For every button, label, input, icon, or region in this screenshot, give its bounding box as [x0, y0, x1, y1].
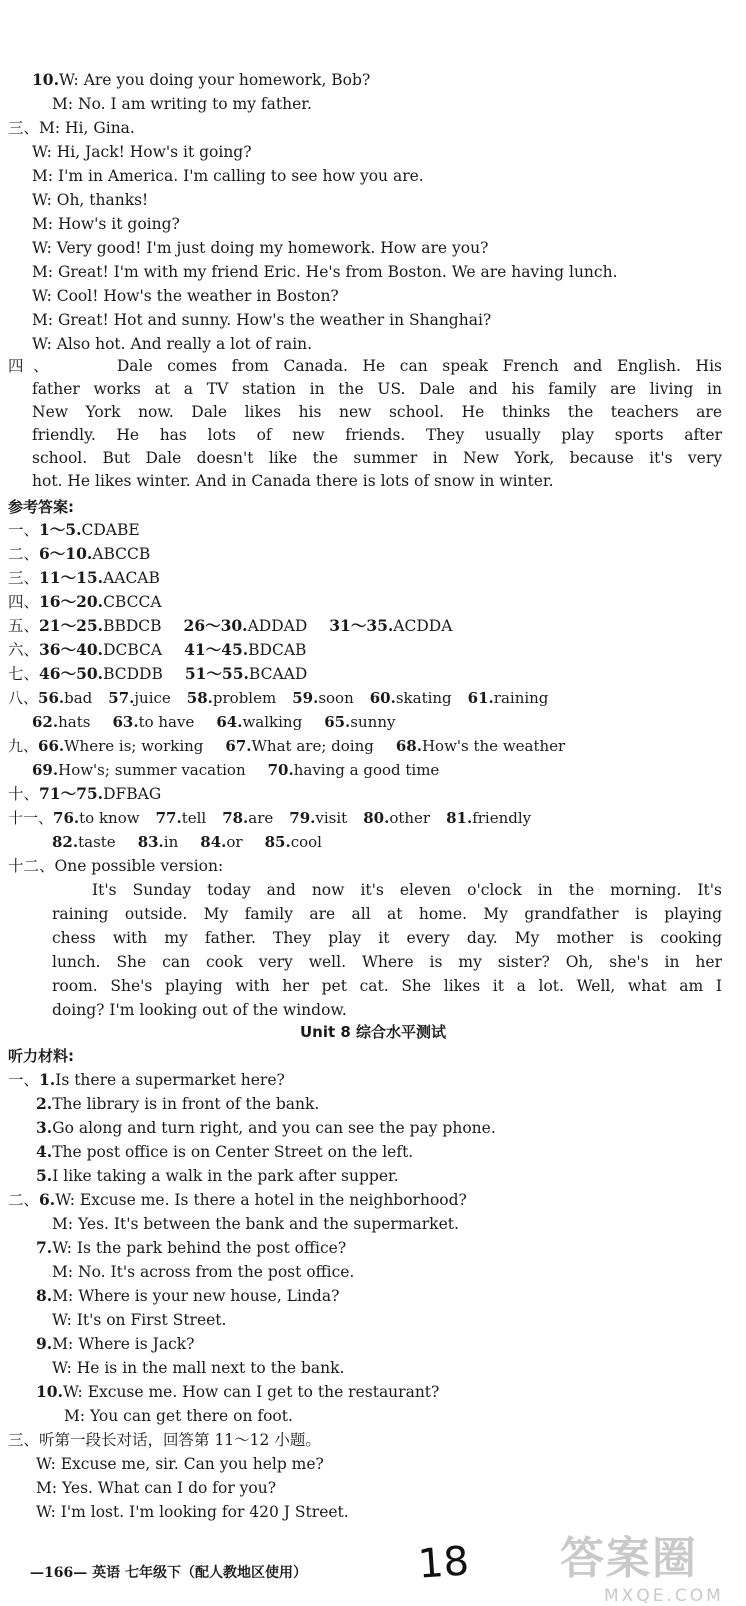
answer-row: 四、16～20.CBCCA: [8, 592, 162, 611]
listening-line: 10.W: Excuse me. How can I get to the restaurant?: [36, 1382, 440, 1401]
listening-line: M: Yes. It's between the bank and the supermarket.: [52, 1215, 459, 1233]
listening-line: 二、6.W: Excuse me. Is there a hotel in the neighborhood?: [8, 1190, 467, 1209]
answer-row: 三、11～15.AACAB: [8, 568, 160, 587]
answer-row: 十一、76.to know 77.tell 78.are 79.visit 80.other 81.friendly: [8, 809, 532, 827]
essay-line: It's Sunday today and now it's eleven o'clock in the morning. It's: [92, 881, 722, 899]
listening-line: W: It's on First Street.: [52, 1311, 227, 1329]
passage-line: hot. He likes winter. And in Canada there is lots of snow in winter.: [32, 472, 554, 490]
dialogue-line: W: Hi, Jack! How's it going?: [32, 143, 252, 161]
dialogue-line: W: Cool! How's the weather in Boston?: [32, 287, 339, 305]
answer-row: 六、36～40.DCBCA 41～45.BDCAB: [8, 640, 307, 659]
dialogue-line: M: How's it going?: [32, 215, 180, 233]
dialogue-line: W: Oh, thanks!: [32, 191, 149, 209]
answer-row: 69.How's; summer vacation 70.having a good time: [32, 761, 440, 779]
dialogue-line: W: Very good! I'm just doing my homework. How are you?: [32, 239, 489, 257]
listening-line: 三、听第一段长对话，回答第 11～12 小题。: [8, 1431, 321, 1449]
answer-row: 十二、One possible version:: [8, 857, 224, 875]
handwritten-number: 18: [416, 1538, 471, 1588]
answer-row: 七、46～50.BCDDB 51～55.BCAAD: [8, 664, 308, 683]
listening-line: 3.Go along and turn right, and you can see the pay phone.: [36, 1118, 496, 1137]
listening-line: M: No. It's across from the post office.: [52, 1263, 355, 1281]
listening-heading: 听力材料:: [8, 1047, 74, 1065]
listening-line: 9.M: Where is Jack?: [36, 1334, 195, 1353]
unit-title: Unit 8 综合水平测试: [299, 1023, 447, 1041]
watermark-logo-text: 答案圈: [560, 1533, 698, 1584]
passage-line: school. But Dale doesn't like the summer in New York, because it's very: [32, 449, 722, 467]
essay-line: chess with my father. They play it every day. My mother is cooking: [52, 929, 722, 947]
dialogue-line: M: No. I am writing to my father.: [52, 95, 312, 113]
listening-line: 一、1.Is there a supermarket here?: [8, 1070, 285, 1089]
essay-line: raining outside. My family are all at home. My grandfather is playing: [52, 905, 722, 923]
listening-line: M: Yes. What can I do for you?: [36, 1479, 277, 1497]
answer-row: 一、1～5.CDABE: [8, 520, 140, 539]
essay-line: lunch. She can cook very well. Where is my sister? Oh, she's in her: [52, 953, 722, 971]
listening-line: M: You can get there on foot.: [64, 1407, 293, 1425]
passage-line: friendly. He has lots of new friends. They usually play sports after: [32, 426, 722, 444]
dialogue-line: M: Great! I'm with my friend Eric. He's from Boston. We are having lunch.: [32, 263, 618, 281]
watermark: [560, 1522, 724, 1606]
answer-row: 八、56.bad 57.juice 58.problem 59.soon 60.skating 61.raining: [8, 689, 549, 707]
passage-line: 四、 Dale comes from Canada. He can speak French and English. His: [8, 357, 722, 375]
dialogue-line: M: I'm in America. I'm calling to see how you are.: [32, 167, 424, 185]
essay-line: doing? I'm looking out of the window.: [52, 1001, 347, 1019]
dialogue-line: M: Great! Hot and sunny. How's the weather in Shanghai?: [32, 311, 492, 329]
dialogue-line: 三、M: Hi, Gina.: [8, 119, 135, 137]
answer-row: 五、21～25.BBDCB 26～30.ADDAD 31～35.ACDDA: [8, 616, 453, 635]
dialogue-line: W: Also hot. And really a lot of rain.: [32, 335, 313, 353]
answer-row: 82.taste 83.in 84.or 85.cool: [52, 833, 322, 851]
dialogue-line: 10.W: Are you doing your homework, Bob?: [32, 70, 371, 89]
essay-line: room. She's playing with her pet cat. She likes it a lot. Well, what am I: [52, 977, 722, 995]
passage-line: father works at a TV station in the US. Dale and his family are living in: [32, 380, 722, 398]
listening-line: 4.The post office is on Center Street on the left.: [36, 1142, 414, 1161]
listening-line: W: Excuse me, sir. Can you help me?: [36, 1455, 324, 1473]
answer-row: 二、6～10.ABCCB: [8, 544, 151, 563]
answer-row: 十、71～75.DFBAG: [8, 784, 162, 803]
listening-line: W: He is in the mall next to the bank.: [52, 1359, 345, 1377]
listening-line: W: I'm lost. I'm looking for 420 J Street.: [36, 1503, 349, 1521]
passage-line: New York now. Dale likes his new school. He thinks the teachers are: [32, 403, 722, 421]
listening-line: 8.M: Where is your new house, Linda?: [36, 1286, 340, 1305]
answers-heading: 参考答案:: [8, 498, 74, 516]
listening-line: 7.W: Is the park behind the post office?: [36, 1238, 347, 1257]
page-footer: —166— 英语 七年级下（配人教地区使用）: [30, 1565, 307, 1581]
answer-row: 62.hats 63.to have 64.walking 65.sunny: [32, 713, 396, 731]
listening-line: 5.I like taking a walk in the park after supper.: [36, 1166, 399, 1185]
watermark-url: MXQE.COM: [604, 1586, 724, 1606]
listening-line: 2.The library is in front of the bank.: [36, 1094, 320, 1113]
answer-row: 九、66.Where is; working 67.What are; doing 68.How's the weather: [8, 737, 566, 755]
